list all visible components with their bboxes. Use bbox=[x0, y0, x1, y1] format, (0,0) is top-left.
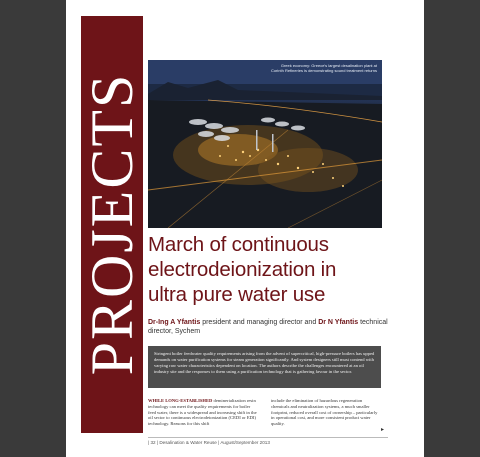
article-standfirst: Stringent boiler feedwater quality requirements arising from the advent of supercritical, high-pressure boilers has upped demands on water purification systems for steam generation significantly. And system designers still must contend with varying raw water characteristics dependent on location. The authors describe the challenges encountered at an oil industry site and the responses to them using a purification technology that is gathering favour in the sector. bbox=[148, 346, 381, 388]
author-name: Dr N Yfantis bbox=[318, 319, 359, 326]
article-byline bbox=[148, 318, 408, 336]
magazine-page bbox=[66, 0, 424, 457]
plant-night-illustration bbox=[148, 60, 382, 228]
page-footer: | 32 | Desalination & Water Reuse | August/September 2013 bbox=[148, 437, 388, 445]
title-line: ultra pure water use bbox=[148, 283, 326, 306]
body-column-2: include the elimination of hazardous regeneration chemicals and neutralization systems, a much smaller footprint, reduced overall cost of ownership – particularly in operational cost, and more consistent product water quality. bbox=[271, 398, 378, 427]
author-name: Dr-Ing A Yfantis bbox=[148, 319, 201, 326]
desalination-plant-photo bbox=[148, 60, 382, 228]
section-banner bbox=[81, 16, 143, 433]
author-role: technical director, Sychem bbox=[148, 319, 388, 335]
author-role: president and managing director and bbox=[202, 319, 317, 326]
title-line: electrodeionization in bbox=[148, 258, 337, 281]
drop-lead: WHILE LONG-ESTABLISHED bbox=[148, 398, 213, 403]
continue-arrow-icon: ▸ bbox=[381, 427, 385, 433]
body-text: deminerialization resin technology can meet the quality requirements for boiler feed water, there is a widespread and increasing shift in the oil sector to continuous electrodeionization (CEDI or EDI) technology. Reasons for this shift bbox=[148, 398, 257, 427]
body-column-1 bbox=[148, 398, 258, 427]
article-title bbox=[148, 232, 408, 307]
section-banner-label: PROJECTS bbox=[79, 72, 145, 376]
title-line: March of continuous bbox=[148, 233, 329, 256]
photo-caption: Greek economy: Greece's largest desalination plant at Corinth Refineries is demonstrating sound treatment returns bbox=[270, 63, 377, 73]
